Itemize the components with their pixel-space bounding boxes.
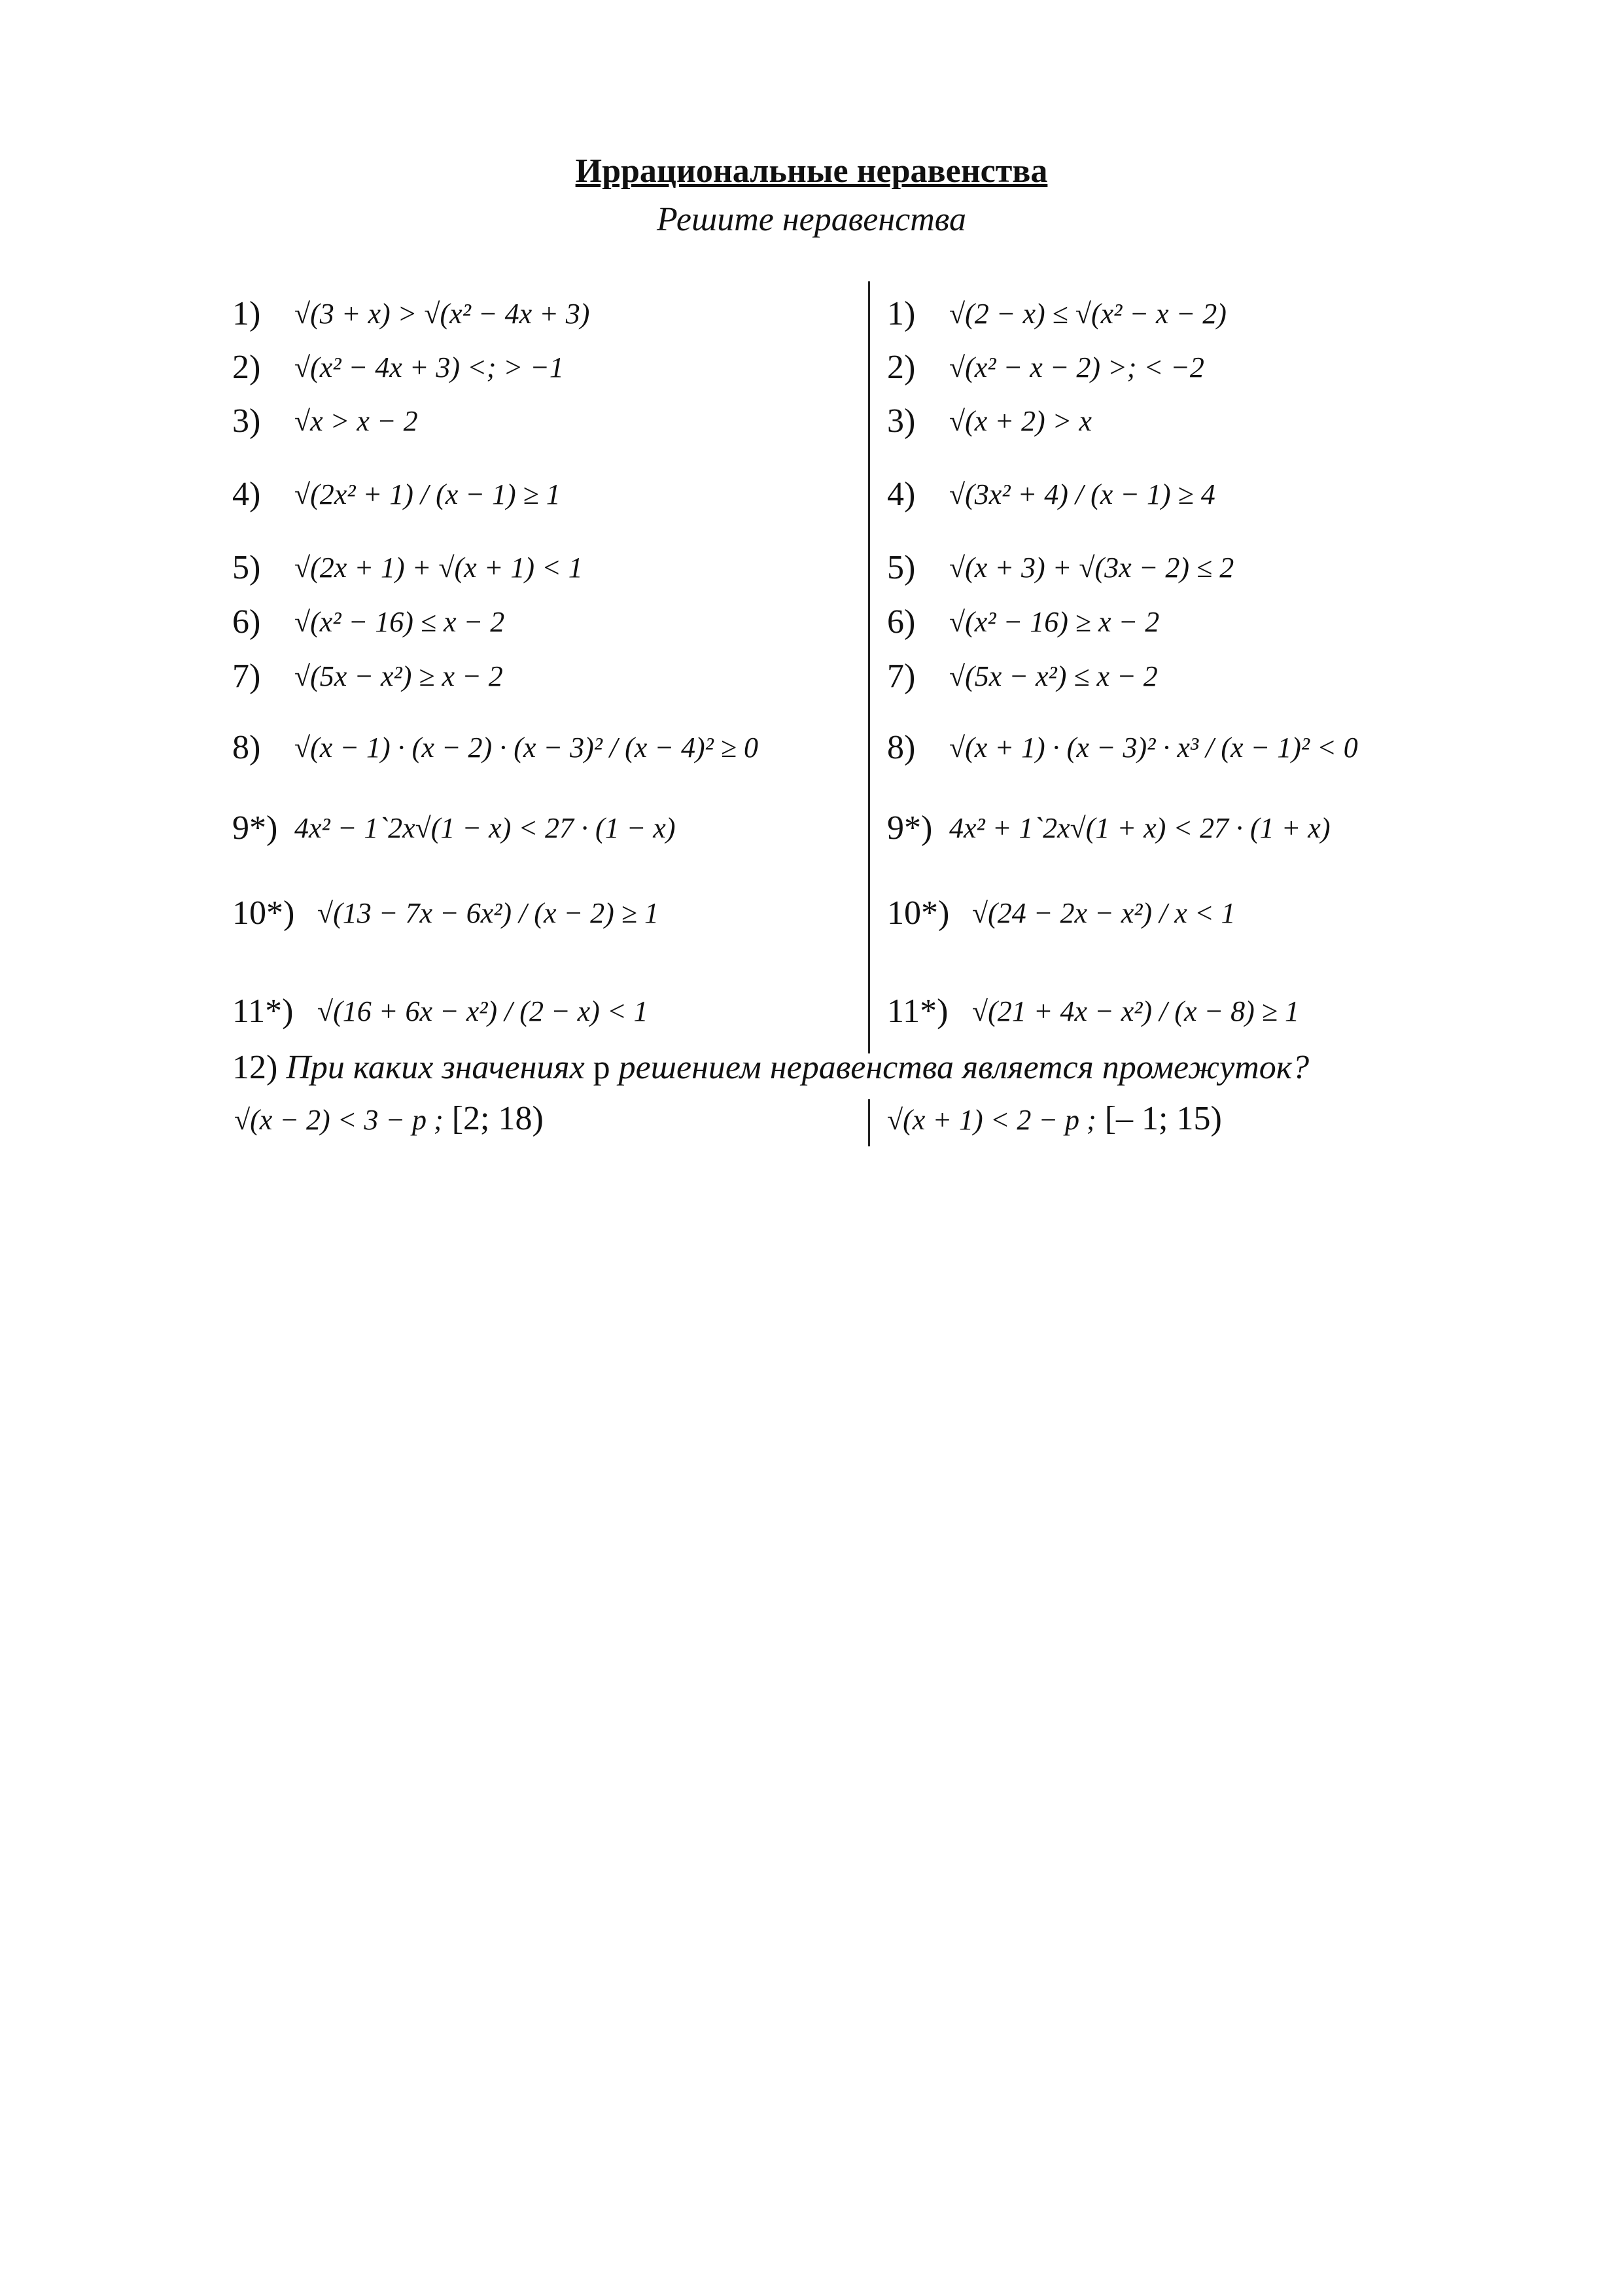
right-problem-1 — [887, 287, 1358, 340]
problem-expression: √(x − 2) < 3 − p ; — [234, 1104, 444, 1136]
problem-expression: √(x − 1) · (x − 2) · (x − 3)² / (x − 4)² ≥ 0 — [294, 731, 759, 764]
problem-expression: √(21 + 4x − x²) / (x − 8) ≥ 1 — [972, 995, 1299, 1027]
problem-number: 6) — [232, 603, 261, 641]
right-problem-3 — [887, 394, 1358, 448]
left-problem-7 — [232, 649, 758, 703]
right-problem-5 — [887, 540, 1358, 594]
left-problem-6 — [232, 594, 758, 649]
left-problem-2 — [232, 340, 758, 394]
right-problem-7 — [887, 649, 1358, 703]
left-problem-8 — [232, 703, 758, 792]
problem-expression: √x > x − 2 — [294, 404, 418, 437]
problem-expression: √(16 + 6x − x²) / (2 − x) < 1 — [317, 995, 648, 1027]
problem-number: 3) — [887, 402, 916, 440]
problem-12-question — [232, 1048, 1309, 1087]
problem-expression: √(x + 3) + √(3x − 2) ≤ 2 — [949, 551, 1234, 584]
problem-expression: √(2 − x) ≤ √(x² − x − 2) — [949, 297, 1227, 330]
problem-12-interval: [2; 18) — [451, 1100, 544, 1137]
problem-expression: √(3 + x) > √(x² − 4x + 3) — [294, 297, 590, 330]
problem-12-left — [234, 1099, 544, 1138]
problem-number: 4) — [887, 475, 916, 513]
problem-number: 6) — [887, 603, 916, 641]
right-column — [887, 287, 1358, 1060]
problem-number: 10*) — [887, 894, 950, 932]
problem-number: 1) — [232, 294, 261, 332]
problem-expression: √(2x² + 1) / (x − 1) ≥ 1 — [294, 478, 561, 510]
left-problem-3 — [232, 394, 758, 448]
problem-expression: 4x² − 1`2x√(1 − x) < 27 · (1 − x) — [294, 811, 676, 844]
problem-number: 5) — [887, 548, 916, 586]
problem-expression: √(x + 2) > x — [949, 404, 1092, 437]
problem-number: 10*) — [232, 894, 295, 932]
problem-number: 1) — [887, 294, 916, 332]
problem-expression: 4x² + 1`2x√(1 + x) < 27 · (1 + x) — [949, 811, 1331, 844]
problem-number: 12) — [232, 1049, 278, 1086]
left-problem-10 — [232, 864, 758, 962]
right-problem-11 — [887, 962, 1358, 1060]
problem-number: 11*) — [887, 992, 949, 1030]
problem-expression: √(x² − 16) ≤ x − 2 — [294, 605, 505, 638]
right-problem-4 — [887, 448, 1358, 540]
column-divider — [868, 281, 870, 1053]
left-column — [232, 287, 758, 1060]
right-problem-2 — [887, 340, 1358, 394]
problem-expression: √(3x² + 4) / (x − 1) ≥ 4 — [949, 478, 1215, 510]
problem-number: 11*) — [232, 992, 294, 1030]
problem-12-text-end: решением неравенства является промежуток? — [618, 1049, 1310, 1086]
problem-number: 5) — [232, 548, 261, 586]
problem-number: 2) — [887, 348, 916, 386]
problem-12-interval: [– 1; 15) — [1104, 1100, 1222, 1137]
problem-expression: √(2x + 1) + √(x + 1) < 1 — [294, 551, 583, 584]
problem-expression: √(5x − x²) ≤ x − 2 — [949, 660, 1158, 692]
left-problem-1 — [232, 287, 758, 340]
problem-number: 8) — [887, 728, 916, 766]
problem-number: 4) — [232, 475, 261, 513]
problem-expression: √(x² − 16) ≥ x − 2 — [949, 605, 1160, 638]
right-problem-6 — [887, 594, 1358, 649]
right-problem-10 — [887, 864, 1358, 962]
page-subtitle: Решите неравенства — [656, 201, 967, 238]
left-problem-4 — [232, 448, 758, 540]
left-problem-9 — [232, 792, 758, 864]
left-problem-5 — [232, 540, 758, 594]
problem-expression: √(x² − x − 2) >; < −2 — [949, 351, 1204, 383]
problem-number: 9*) — [887, 809, 933, 847]
problem-expression: √(13 − 7x − 6x²) / (x − 2) ≥ 1 — [317, 896, 659, 929]
problem-number: 7) — [232, 657, 261, 695]
right-problem-8 — [887, 703, 1358, 792]
problem-number: 8) — [232, 728, 261, 766]
right-problem-9 — [887, 792, 1358, 864]
page-title: Иррациональные неравенства — [575, 152, 1048, 190]
left-problem-11 — [232, 962, 758, 1060]
problem-number: 2) — [232, 348, 261, 386]
problem-expression: √(x + 1) < 2 − p ; — [887, 1104, 1096, 1136]
problem-expression: √(24 − 2x − x²) / x < 1 — [972, 896, 1236, 929]
column-divider-bottom — [868, 1099, 870, 1146]
problem-number: 7) — [887, 657, 916, 695]
problem-12-text-start: При каких значениях — [286, 1049, 585, 1086]
problem-expression: √(5x − x²) ≥ x − 2 — [294, 660, 503, 692]
problem-expression: √(x² − 4x + 3) <; > −1 — [294, 351, 564, 383]
problem-12-right — [887, 1099, 1222, 1138]
problem-12-param: р — [593, 1049, 610, 1086]
problem-number: 9*) — [232, 809, 278, 847]
problem-number: 3) — [232, 402, 261, 440]
problem-expression: √(x + 1) · (x − 3)² · x³ / (x − 1)² < 0 — [949, 731, 1358, 764]
